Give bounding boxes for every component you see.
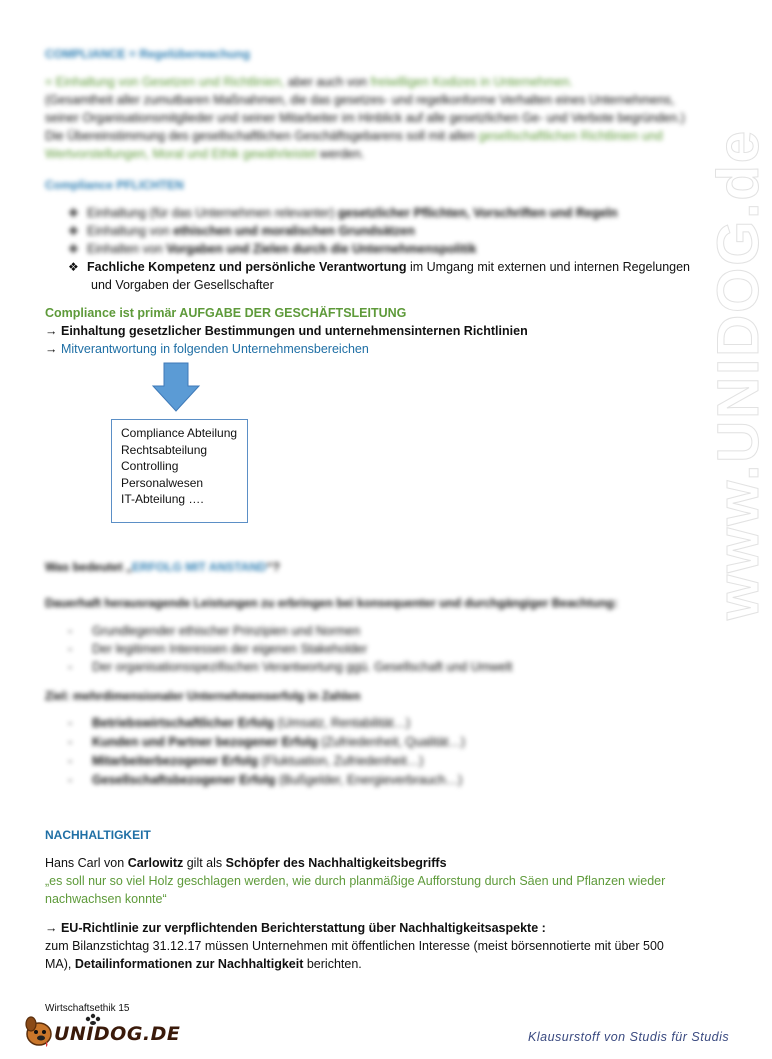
arrow-right-icon: → bbox=[45, 324, 58, 338]
diamond-bullet-icon: ❖ bbox=[68, 260, 79, 274]
erfolg-item: - Grundlegender ethischer Prinzipien und Normen bbox=[68, 624, 361, 638]
pflicht-item-visible bbox=[68, 258, 690, 276]
erfolg-item: - Der legitimen Interessen der eigenen Stakeholder bbox=[68, 642, 368, 656]
carlowitz-quote: nachwachsen konnte“ bbox=[45, 892, 167, 906]
pflicht-item-continuation: und Vorgaben der Gesellschafter bbox=[91, 278, 274, 292]
erfolg-statement: Dauerhaft herausragende Leistungen zu erbringen bei konsequenter und durchgängiger Beachtung: bbox=[45, 596, 618, 610]
intro-line: seiner Organisationsmitglieder und seiner Mitarbeiter im Hinblick auf alle gesetzlichen Ge- und Verbote begründen.) bbox=[45, 111, 685, 125]
department-item: Rechtsabteilung bbox=[121, 442, 208, 457]
department-item: Controlling bbox=[121, 459, 179, 473]
pflicht-item: ❖ Einhalten von Vorgaben und Zielen durch die Unternehmenspolitik bbox=[68, 242, 477, 256]
ziel-item: - Gesellschaftsbezogener Erfolg (Bußgelder, Energieverbrauch…) bbox=[68, 773, 463, 787]
pflichten-heading: Compliance PFLICHTEN bbox=[45, 178, 184, 192]
slogan: Klausurstoff von Studis für Studis bbox=[528, 1030, 730, 1044]
departments-box bbox=[111, 419, 248, 523]
logo-text: UNIDOG.DE bbox=[54, 1023, 181, 1045]
department-item: Compliance Abteilung bbox=[121, 426, 238, 440]
arrow-right-icon: → bbox=[45, 342, 58, 356]
carlowitz-line: Hans Carl von Carlowitz gilt als Schöpfer des Nachhaltigkeitsbegriffs bbox=[45, 856, 447, 870]
eu-richtlinie-text: MA), Detailinformationen zur Nachhaltigkeit berichten. bbox=[45, 957, 362, 971]
watermark: www.UNIDOG.de bbox=[706, 128, 771, 620]
erfolg-item: - Der organisationsspezifischen Verantwortung ggü. Gesellschaft und Umwelt bbox=[68, 660, 513, 674]
compliance-heading: COMPLIANCE = Regelüberwachung bbox=[45, 47, 251, 61]
unidog-logo bbox=[22, 1012, 181, 1048]
ziel-item: - Kunden und Partner bezogener Erfolg (Zufriedenheit, Qualität…) bbox=[68, 735, 466, 749]
course-label: Wirtschaftsethik 15 bbox=[45, 1003, 130, 1014]
bullet-bold-text: Fachliche Kompetenz und persönliche Verantwortung bbox=[87, 260, 407, 274]
arrow-right-icon: → bbox=[45, 921, 58, 935]
down-arrow-icon bbox=[152, 362, 200, 412]
primary-line-2: → Mitverantwortung in folgenden Unternehmensbereichen bbox=[45, 342, 369, 356]
primary-line-1: → Einhaltung gesetzlicher Bestimmungen und unternehmensinternen Richtlinien bbox=[45, 324, 528, 338]
dog-mascot-icon bbox=[22, 1012, 58, 1048]
eu-richtlinie-heading: → EU-Richtlinie zur verpflichtenden Berichterstattung über Nachhaltigkeitsaspekte : bbox=[45, 921, 546, 935]
ziel-heading: Ziel: mehrdimensionaler Unternehmenserfolg in Zahlen bbox=[45, 689, 361, 703]
erfolg-question: Was bedeutet „ERFOLG MIT ANSTAND“? bbox=[45, 560, 280, 574]
bullet-rest-text: im Umgang mit externen und internen Regelungen bbox=[406, 260, 691, 274]
intro-line: Die Übereinstimmung des gesellschaftlichen Geschäftsgebarens soll mit allen gesellschaftlichen Richtlinien und bbox=[45, 129, 663, 143]
eu-richtlinie-text: zum Bilanzstichtag 31.12.17 müssen Unternehmen mit öffentlichen Interesse (meist börsennotierte mit über 500 bbox=[45, 939, 664, 953]
primary-heading: Compliance ist primär AUFGABE DER GESCHÄFTSLEITUNG bbox=[45, 306, 407, 320]
intro-line: (Gesamtheit aller zumutbaren Maßnahmen, die das gesetzes- und regelkonforme Verhalten eines Unternehmens, bbox=[45, 93, 675, 107]
pflicht-item: ❖ Einhaltung von ethischen und moralischen Grundsätzen bbox=[68, 224, 415, 238]
department-item: Personalwesen bbox=[121, 475, 204, 490]
ziel-item: - Betriebswirtschaftlicher Erfolg (Umsatz, Rentabilität…) bbox=[68, 716, 411, 730]
intro-line: Wertvorstellungen, Moral und Ethik gewährleistet werden. bbox=[45, 147, 365, 161]
nachhaltigkeit-heading: NACHHALTIGKEIT bbox=[45, 828, 151, 842]
department-item: IT-Abteilung …. bbox=[121, 492, 204, 506]
ziel-item: - Mitarbeiterbezogener Erfolg (Fluktuation, Zufriedenheit…) bbox=[68, 754, 424, 768]
intro-line: = Einhaltung von Gesetzen und Richtlinien, aber auch von freiwilligen Kodizes in Unternehmen. bbox=[45, 75, 573, 89]
pflicht-item: ❖ Einhaltung (für das Unternehmen relevanter) gesetzlicher Pflichten, Vorschriften und Regeln bbox=[68, 206, 618, 220]
carlowitz-quote: „es soll nur so viel Holz geschlagen werden, wie durch planmäßige Aufforstung durch Säen und Pflanzen wieder bbox=[45, 874, 666, 888]
